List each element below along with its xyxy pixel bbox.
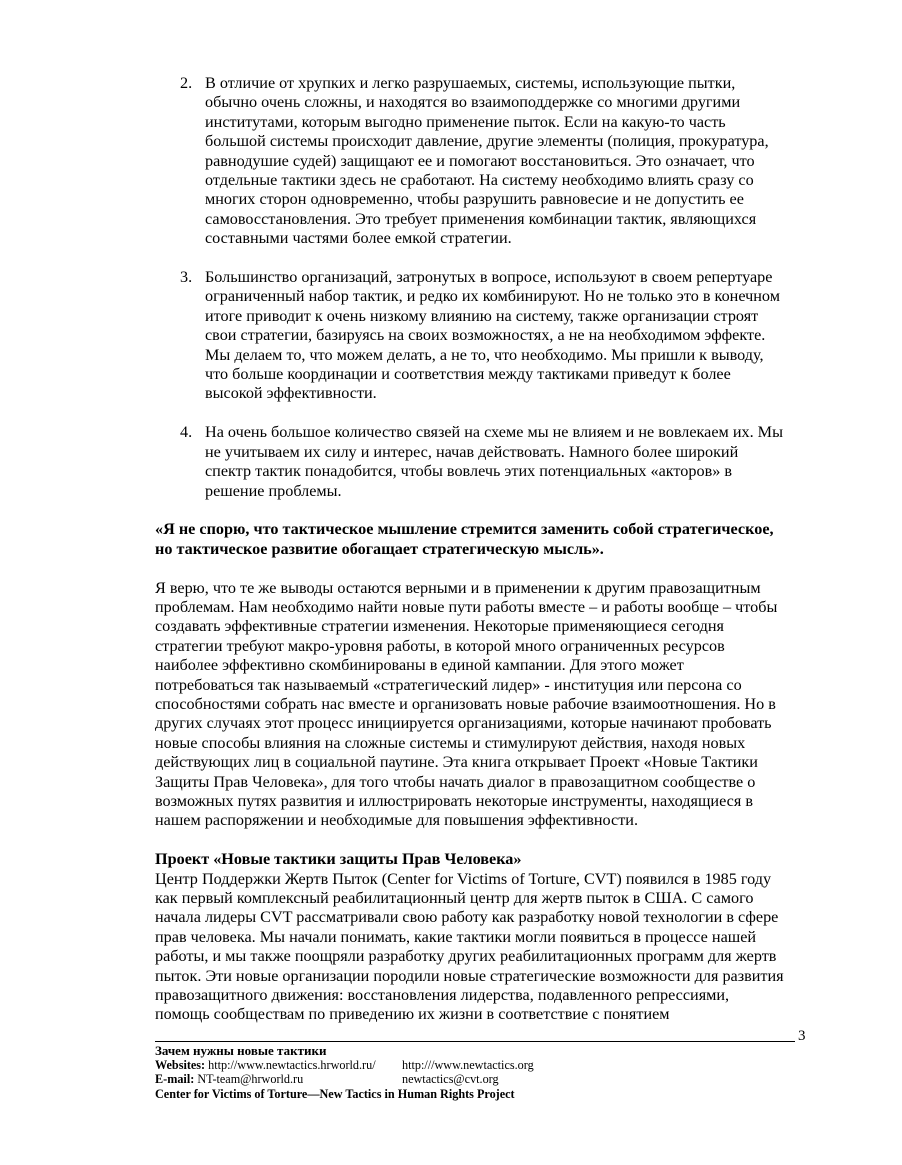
text-line: стратегии требуют макро-уровня работы, в которой много ограниченных ресурсов: [155, 636, 725, 655]
text-line: новые способы влияния на сложные системы и стимулируют действия, находя новых: [155, 733, 746, 752]
page-content: [155, 74, 815, 1025]
text-line: что больше координации и соответствия между тактиками приведут к более: [205, 365, 731, 384]
email-link-2[interactable]: newtactics@cvt.org: [402, 1072, 499, 1087]
text-line: действующих лиц в социальной паутине. Эта книга открывает Проект «Новые Тактики: [155, 753, 758, 772]
text-line: обычно очень сложны, и находятся во взаимоподдержке со многими другими: [205, 93, 741, 112]
text-line: высокой эффективности.: [205, 384, 377, 403]
section-title: Проект «Новые тактики защиты Прав Человека»: [155, 850, 522, 869]
text-line: Защиты Прав Человека», для того чтобы начать диалог в правозащитном сообществе о: [155, 772, 756, 791]
text-line: нашем распоряжении и необходимые для повышения эффективности.: [155, 811, 638, 830]
text-line: равнодушие судей) защищают ее и помогают восстановиться. Это означает, что: [205, 151, 755, 170]
text-line: наиболее эффективно скомбинированы в единой кампании. Для этого может: [155, 656, 684, 675]
text-line: В отличие от хрупких и легко разрушаемых, системы, использующие пытки,: [205, 74, 736, 92]
text-line: ограниченный набор тактик, и редко их комбинируют. Но не только это в конечном: [205, 287, 780, 306]
bold-quote: [155, 520, 815, 559]
text-line: пыток. Эти новые организации породили новые стратегические возможности для развития: [155, 966, 784, 985]
text-line: Центр Поддержки Жертв Пыток (Center for Victims of Torture, CVT) появился в 1985 году: [155, 869, 772, 888]
list-item-4: [155, 423, 815, 501]
footer-websites-row: [155, 1058, 815, 1072]
text-line: свои стратегии, базируясь на своих возможностях, а не на необходимом эффекте.: [205, 326, 766, 345]
footer-title: Зачем нужны новые тактики: [155, 1043, 327, 1058]
page-number: 3: [798, 1028, 806, 1044]
text-line: не учитываем их силу и интерес, начав действовать. Намного более широкий: [205, 442, 739, 461]
footer-email-row: [155, 1072, 815, 1086]
text-line: прав человека. Мы начали понимать, какие тактики могли появиться в процессе нашей: [155, 927, 757, 946]
quote-line: но тактическое развитие обогащает стратегическую мысль».: [155, 539, 604, 558]
list-number: 4.: [180, 423, 193, 442]
text-line: спектр тактик понадобится, чтобы вовлечь этих потенциальных «акторов» в: [205, 462, 733, 481]
text-line: Я верю, что те же выводы остаются верными и в применении к другим правозащитным: [155, 578, 761, 597]
email-link-1[interactable]: NT-team@hrworld.ru: [197, 1072, 304, 1087]
list-item-text: [205, 74, 815, 249]
website-link-1[interactable]: http://www.newtactics.hrworld.ru/: [208, 1058, 376, 1072]
text-line: возможных путях развития и иллюстрировать некоторые инструменты, находящиеся в: [155, 791, 753, 810]
text-line: других случаях этот процесс инициируется организациями, которые начинают пробовать: [155, 714, 772, 733]
list-number: 3.: [180, 268, 193, 287]
text-line: потребоваться так называемый «стратегический лидер» - институция или персона со: [155, 675, 742, 694]
footer-divider: [155, 1041, 795, 1042]
websites-label: Websites:: [155, 1058, 209, 1072]
text-line: институтами, которым выгодно применение пыток. Если на какую-то часть: [205, 112, 726, 131]
list-item-text: [205, 423, 815, 501]
list-number: 2.: [180, 74, 193, 92]
text-line: большой системы происходит давление, другие элементы (полиция, прокуратура,: [205, 132, 769, 151]
text-line: начала лидеры CVT рассматривали свою работу как разработку новой технологии в сфере: [155, 908, 779, 927]
text-line: составными частями более емкой стратегии.: [205, 229, 512, 248]
text-line: работы, и мы также поощряли разработку других реабилитационных программ для жертв: [155, 947, 777, 966]
text-line: как первый комплексный реабилитационный центр для жертв пыток в США. С самого: [155, 888, 754, 907]
email-label: E-mail:: [155, 1072, 198, 1087]
list-item-text: [205, 268, 815, 404]
text-line: самовосстановления. Это требует применения комбинации тактик, являющихся: [205, 209, 757, 228]
website-link-2[interactable]: http:///www.newtactics.org: [402, 1058, 534, 1072]
text-line: многих сторон одновременно, чтобы разрушить равновесие и не допустить ее: [205, 190, 744, 209]
list-item-3: [155, 268, 815, 404]
text-line: Большинство организаций, затронутых в вопросе, используют в своем репертуаре: [205, 268, 773, 287]
text-line: правозащитного движения: восстановления лидерства, подавленного репрессиями,: [155, 986, 730, 1005]
list-item-2: [155, 74, 815, 249]
text-line: итоге приводит к очень низкому влиянию на систему, также организации строят: [205, 306, 759, 325]
text-line: Мы делаем то, что можем делать, а не то, что необходимо. Мы пришли к выводу,: [205, 345, 764, 364]
quote-line: «Я не спорю, что тактическое мышление стремится заменить собой стратегическое,: [155, 520, 774, 539]
footer-body: [155, 1043, 815, 1101]
text-line: решение проблемы.: [205, 481, 342, 500]
text-line: способностями собрать нас вместе и организовать новые рабочие взаимоотношения. Но в: [155, 694, 776, 713]
text-line: помощь сообществам по приведению их жизни в соответствие с понятием: [155, 1005, 670, 1024]
project-section: [155, 850, 815, 1025]
text-line: создавать эффективные стратегии изменения. Некоторые применяющиеся сегодня: [155, 617, 724, 636]
body-paragraph: [155, 579, 815, 831]
text-line: проблемам. Нам необходимо найти новые пути работы вместе – и работы вообще – чтобы: [155, 597, 778, 616]
text-line: На очень большое количество связей на схеме мы не влияем и не вовлекаем их. Мы: [205, 423, 783, 442]
footer-organization: Center for Victims of Torture—New Tactics in Human Rights Project: [155, 1086, 515, 1101]
text-line: отдельные тактики здесь не сработают. На систему необходимо влиять сразу со: [205, 171, 754, 190]
